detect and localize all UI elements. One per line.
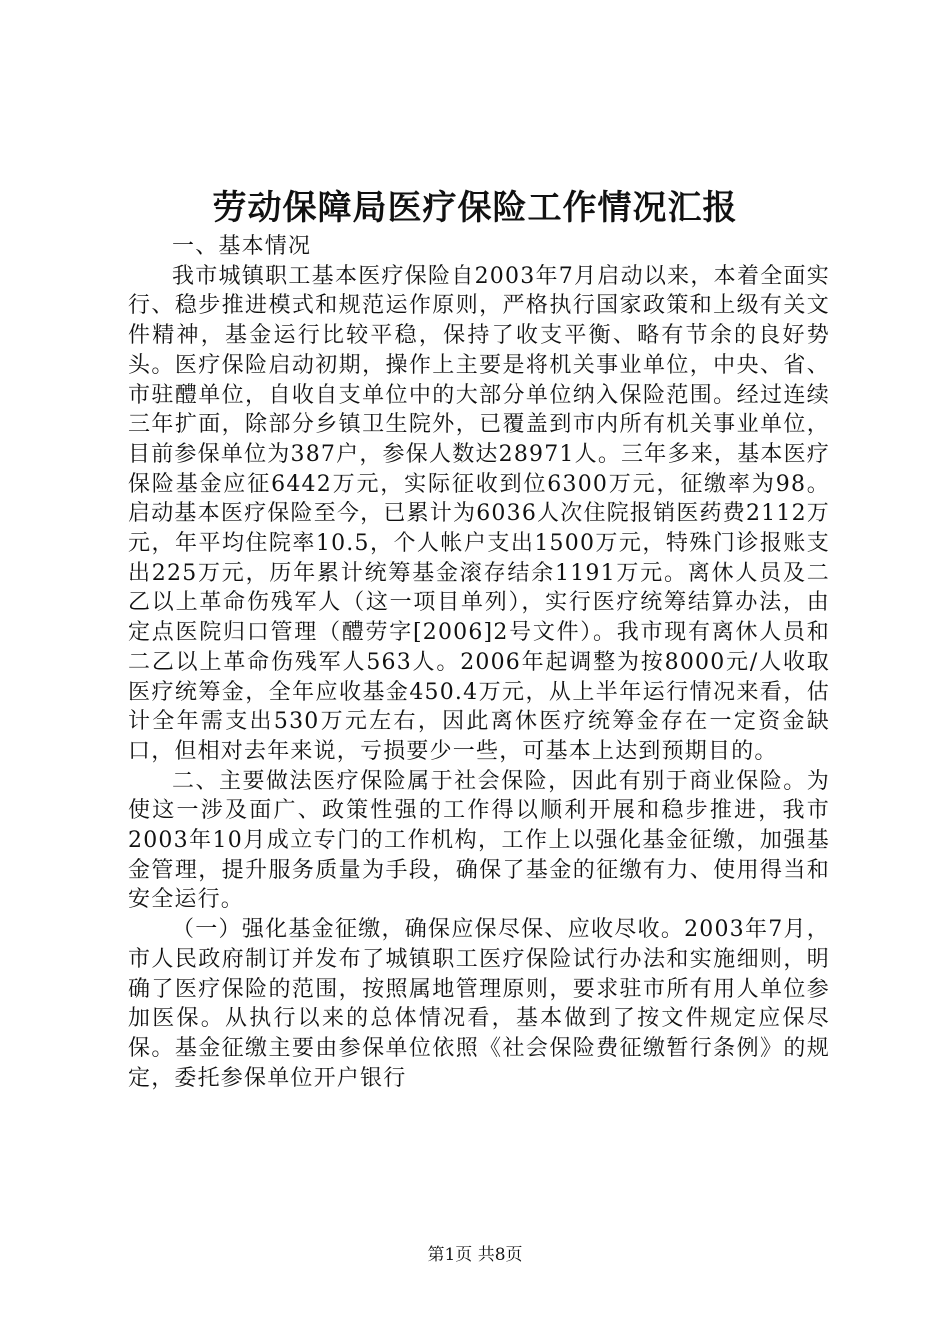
document-title: 劳动保障局医疗保险工作情况汇报 [212, 188, 738, 228]
paragraph: （一）强化基金征缴，确保应保尽保、应收尽收。2003年7月，市人民政府制订并发布了城镇职工医疗保险试行办法和实施细则，明确了医疗保险的范围，按照属地管理原则，要求驻市所有用人单位参加医保。从执行以来的总体情况看，基本做到了按文件规定应保尽保。基金征缴主要由参保单位依照《社会保险费征缴暂行条例》的规定，委托参保单位开户银行 [128, 917, 830, 1091]
section-heading: 一、基本情况 [172, 234, 312, 259]
document-body [128, 232, 830, 1093]
paragraph: 我市城镇职工基本医疗保险自2003年7月启动以来，本着全面实行、稳步推进模式和规范运作原则，严格执行国家政策和上级有关文件精神，基金运行比较平稳，保持了收支平衡、略有节余的良好势头。医疗保险启动初期，操作上主要是将机关事业单位，中央、省、市驻醴单位，自收自支单位中的大部分单位纳入保险范围。经过连续三年扩面，除部分乡镇卫生院外，已覆盖到市内所有机关事业单位，目前参保单位为387户，参保人数达28971人。三年多来，基本医疗保险基金应征6442万元，实际征收到位6300万元，征缴率为98。启动基本医疗保险至今，已累计为6036人次住院报销医药费2112万元，年平均住院率10.5，个人帐户支出1500万元，特殊门诊报账支出225万元，历年累计统筹基金滚存结余1191万元。离休人员及二乙以上革命伤残军人（这一项目单列），实行医疗统筹结算办法，由定点医院归口管理（醴劳字[2006]2号文件）。我市现有离休人员和二乙以上革命伤残军人563人。2006年起调整为按8000元/人收取医疗统筹金，全年应收基金450.4万元，从上半年运行情况来看，估计全年需支出530万元左右，因此离休医疗统筹金存在一定资金缺口，但相对去年来说，亏损要少一些，可基本上达到预期目的。 [128, 263, 830, 764]
paragraph: 二、主要做法医疗保险属于社会保险，因此有别于商业保险。为使这一涉及面广、政策性强的工作得以顺利开展和稳步推进，我市2003年10月成立专门的工作机构，工作上以强化基金征缴，加强基金管理，提升服务质量为手段，确保了基金的征缴有力、使用得当和安全运行。 [128, 768, 830, 913]
page-footer: 第1页 共8页 [427, 1245, 523, 1265]
